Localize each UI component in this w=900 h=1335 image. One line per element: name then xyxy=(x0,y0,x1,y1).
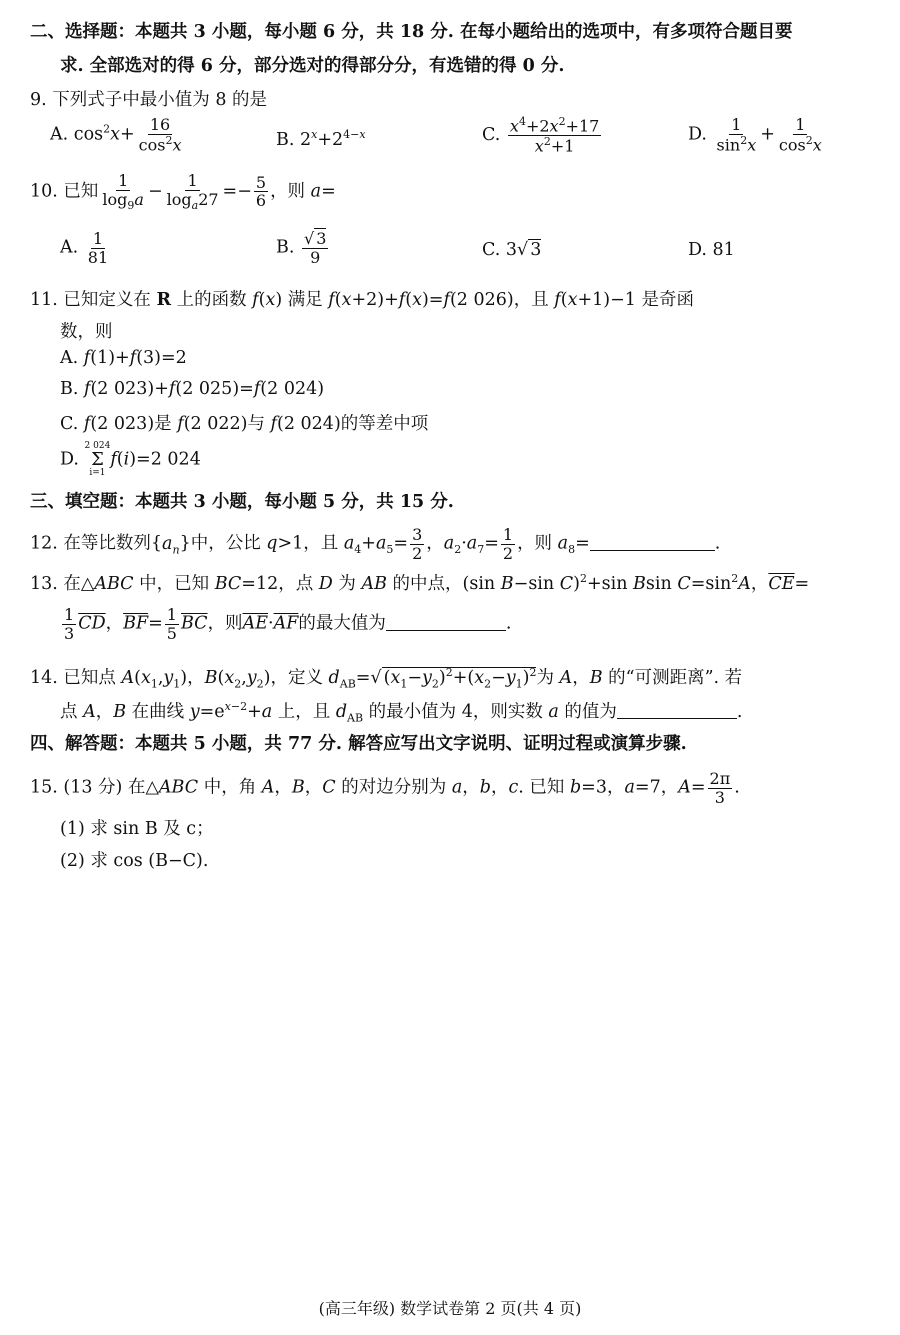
q12-stem: 12. 在等比数列$\{a_n\}$中，公比 q>1，且 $a_4+a_5=$ $\frac{3}{2}$ ，$a_2\cdot a_7=$ $\frac{1}{2}$ ，则 $a_8=$ . xyxy=(30,525,721,563)
q13-stem-line2: $\frac{1}{3}$ $\overline{CD}$，$\overline{BF}=$ $\frac{1}{5}$ $\overline{BC}$，则$\overline{AE}\cdot\overline{AF}$的最大值为 . xyxy=(64,605,512,643)
q10-option-a: A. $\frac{1}{81}$ xyxy=(60,229,109,267)
page-footer: (高三年级) 数学试卷第 2 页(共 4 页) xyxy=(318,1299,582,1318)
q10-option-d: D. 81 xyxy=(688,240,735,260)
q9-stem: 9. 下列式子中最小值为 8 的是 xyxy=(30,90,268,110)
q9-option-a: A. $\cos^2x+$ $\frac{16}{\cos^2x}$ xyxy=(50,115,182,154)
q11-option-b: B. f(2 023)+f(2 025)=f(2 024) xyxy=(60,379,325,399)
section2-heading-line1: 二、选择题：本题共 3 小题，每小题 6 分，共 18 分. 在每小题给出的选项中，有多项符合题目要 xyxy=(30,22,793,42)
q11-option-d: D. 2 024 Σ i=1 f(i)=2 024 xyxy=(60,441,201,478)
q14-stem-line2: 点 A，B 在曲线 $y=e^{x-2}+a$ 上，且 $d_{AB}$ 的最小值为 4，则实数 a 的值为 . xyxy=(60,700,743,725)
q11-option-a: A. f(1)+f(3)=2 xyxy=(60,348,187,368)
sum-upper-limit: 2 024 xyxy=(84,441,111,451)
q10-option-c: C. 3√ 3 xyxy=(482,240,542,260)
q9-option-d: D. $\frac{1}{\sin^2x}$ + $\frac{1}{\cos^2x}$ xyxy=(688,115,822,154)
q10-option-b: B. $\frac{√ 3}{9}$ xyxy=(276,229,327,267)
q14-answer-blank[interactable] xyxy=(617,717,737,719)
q15-stem: 15. (13 分) 在△ABC 中，角 A，B，C 的对边分别为 a，b，c. 已知 b=3，a=7，A= $\frac{2\pi}{3}$ . xyxy=(30,769,740,807)
q9-option-b: B. $2^x+2^{4-x}$ xyxy=(276,128,366,150)
q13-answer-blank[interactable] xyxy=(386,629,506,631)
q15-part2: (2) 求 cos (B−C). xyxy=(60,851,209,871)
q14-stem-line1: 14. 已知点 $A(x_1,y_1)$，$B(x_2,y_2)$，定义 $d_{AB}=√$ $(x_1-y_2)^2+(x_2-y_1)^2$为 A，B 的“可测距离”. 若 xyxy=(30,666,743,691)
section3-heading: 三、填空题：本题共 3 小题，每小题 5 分，共 15 分. xyxy=(30,492,454,512)
q9-option-c: C. $\frac{x^4+2x^2+17}{x^2+1}$ xyxy=(482,115,600,156)
q10-stem: 10. 已知 $\frac{1}{\log_9a}$ − $\frac{1}{\log_a27}$ =− $\frac{5}{6}$ ，则 a= xyxy=(30,171,336,212)
q13-stem-line1: 13. 在△ABC 中，已知 BC=12，点 D 为 AB 的中点，(sin B−sin C)$^2$+sin Bsin $C=\sin^2A$，$\overline{CE}=$ xyxy=(30,572,810,594)
q11-stem-line1: 11. 已知定义在 R 上的函数 f(x) 满足 f(x+2)+f(x)=f(2 026)，且 f(x+1)−1 是奇函 xyxy=(30,290,694,310)
q15-part1: (1) 求 sin B 及 c； xyxy=(60,819,214,839)
sum-lower-limit: i=1 xyxy=(89,468,106,478)
q11-option-c: C. f(2 023)是 f(2 022)与 f(2 024)的等差中项 xyxy=(60,414,429,434)
q12-answer-blank[interactable] xyxy=(590,549,715,551)
section2-heading-line2: 求. 全部选对的得 6 分，部分选对的得部分分，有选错的得 0 分. xyxy=(60,56,565,76)
section4-heading: 四、解答题：本题共 5 小题，共 77 分. 解答应写出文字说明、证明过程或演算步骤. xyxy=(30,734,687,754)
q11-stem-line2: 数，则 xyxy=(60,322,113,342)
